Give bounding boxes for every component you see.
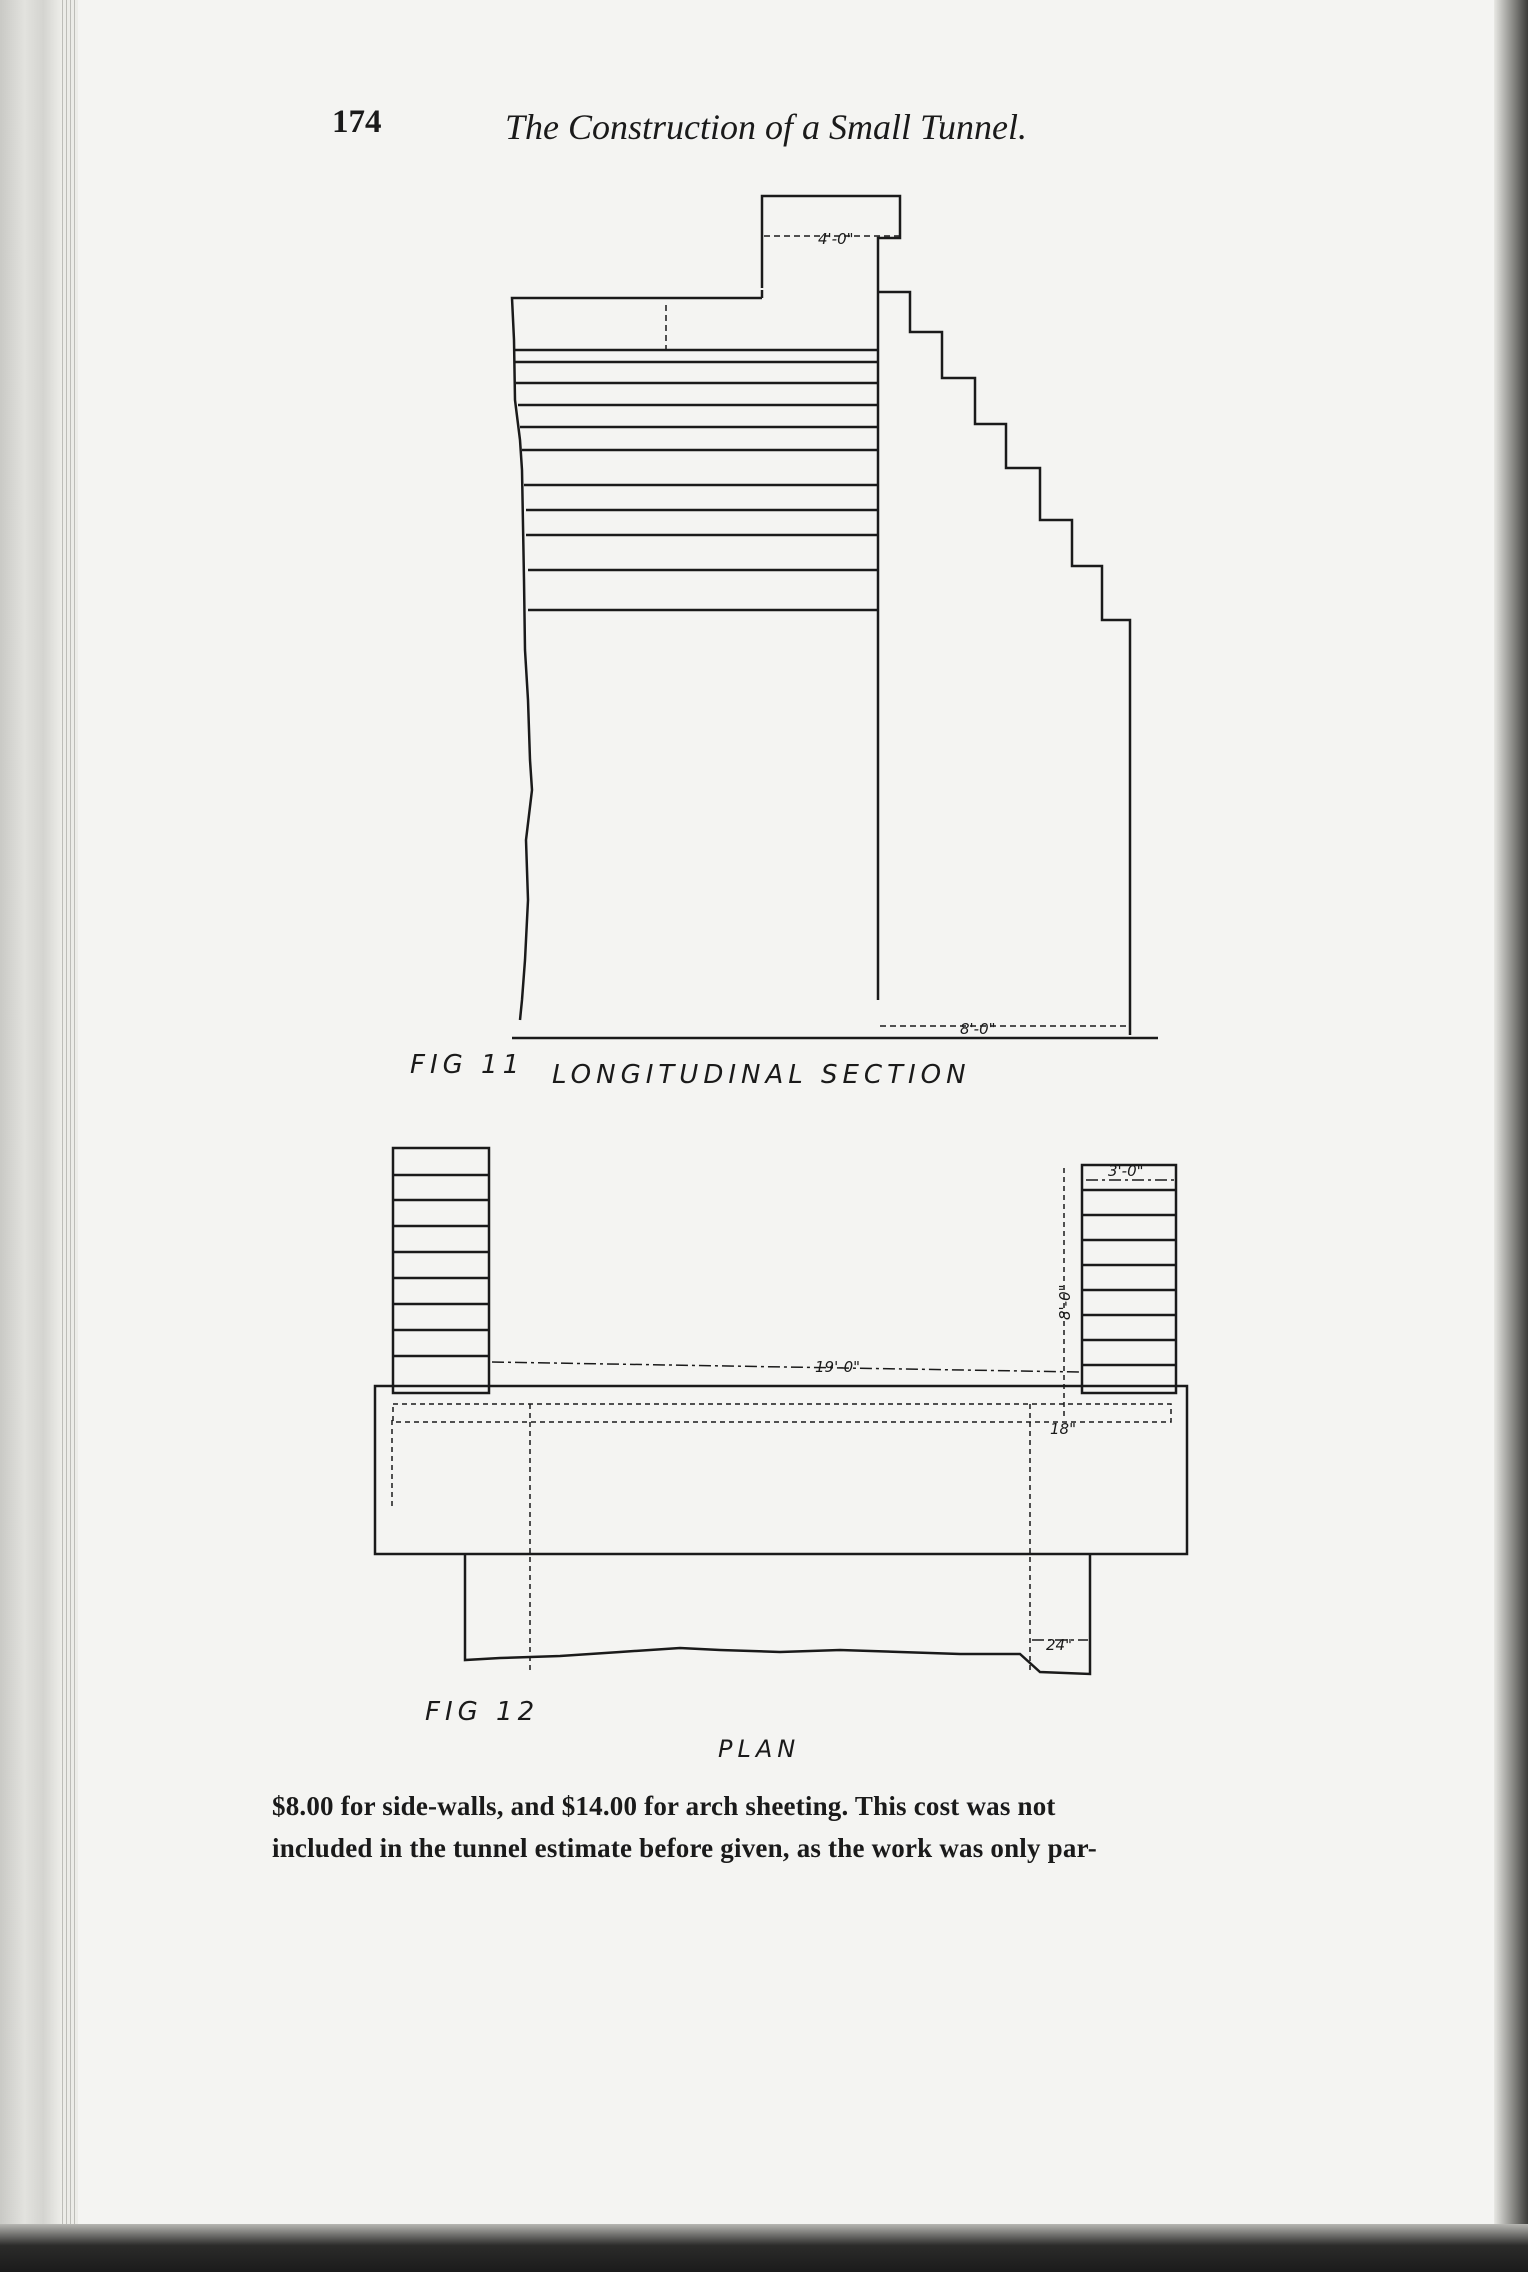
fig12-plan xyxy=(375,1148,1187,1674)
fig12-dim-wall-length: 8'-0" xyxy=(1056,1284,1074,1320)
body-paragraph xyxy=(272,1785,1272,1869)
fig11-caption: LONGITUDINAL SECTION xyxy=(552,1060,971,1090)
fig11-label: FIG 11 xyxy=(410,1050,525,1080)
fig11-longitudinal-section xyxy=(512,196,1158,1038)
body-line: included in the tunnel estimate before given, as the work was only par- xyxy=(272,1833,1097,1863)
fig12-dim-slab: 18" xyxy=(1050,1420,1076,1438)
fig12-dim-footing: 24" xyxy=(1046,1636,1072,1654)
fig12-hidden-lines xyxy=(392,1168,1171,1670)
fig12-dimension-lines xyxy=(492,1180,1176,1640)
fig11-dim-top: 4'-0" xyxy=(818,230,854,248)
fig11-dim-bottom: 8'-0" xyxy=(960,1020,996,1038)
fig12-label: FIG 12 xyxy=(425,1697,540,1727)
fig12-caption: PLAN xyxy=(718,1735,801,1763)
fig11-dimension-lines xyxy=(666,236,1128,1026)
fig12-dim-wall-width: 3'-0" xyxy=(1108,1162,1144,1180)
page-number: 174 xyxy=(332,104,382,140)
fig12-dim-span: 19'-0" xyxy=(815,1358,861,1376)
body-line: $8.00 for side-walls, and $14.00 for arch sheeting. This cost was not xyxy=(272,1791,1056,1821)
running-title: The Construction of a Small Tunnel. xyxy=(505,107,1028,147)
